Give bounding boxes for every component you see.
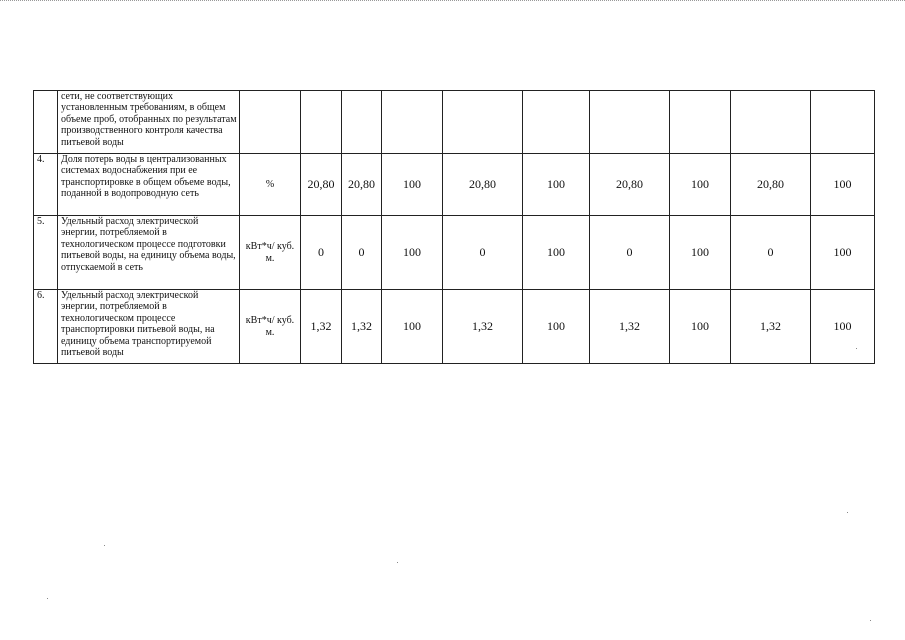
value-cell: 1,32 <box>731 290 811 364</box>
row-number <box>34 91 58 154</box>
value-cell: 100 <box>811 154 875 216</box>
scan-speck <box>856 348 857 349</box>
value-cell: 0 <box>590 216 670 290</box>
scan-speck <box>47 598 48 599</box>
value-cell: 20,80 <box>590 154 670 216</box>
value-cell: 1,32 <box>301 290 342 364</box>
value-cell: 100 <box>670 290 731 364</box>
scan-speck <box>397 562 398 563</box>
scan-speck <box>104 545 105 546</box>
row-number: 4. <box>34 154 58 216</box>
table-row <box>34 91 875 154</box>
value-cell: 100 <box>811 216 875 290</box>
value-cell: 100 <box>382 216 443 290</box>
unit-cell: кВт*ч/ куб. м. <box>240 216 301 290</box>
scan-top-edge <box>0 0 905 5</box>
value-cell: 100 <box>382 154 443 216</box>
table-row <box>34 290 875 364</box>
value-cell: 1,32 <box>443 290 523 364</box>
value-cell <box>731 91 811 154</box>
value-cell: 100 <box>523 154 590 216</box>
row-number: 5. <box>34 216 58 290</box>
value-cell: 0 <box>342 216 382 290</box>
value-cell: 20,80 <box>731 154 811 216</box>
table-row <box>34 216 875 290</box>
indicator-name: Удельный расход электрической энергии, потребляемой в технологическом процессе подготовки питьевой воды, на единицу объема воды, отпускаемой в сеть <box>58 216 240 290</box>
value-cell <box>342 91 382 154</box>
value-cell: 100 <box>670 216 731 290</box>
value-cell <box>523 91 590 154</box>
value-cell: 100 <box>811 290 875 364</box>
indicator-name: сети, не соответствующих установленным требованиям, в общем объеме проб, отобранных по результатам производственного контроля качества питьевой воды <box>58 91 240 154</box>
value-cell: 100 <box>523 216 590 290</box>
value-cell: 1,32 <box>590 290 670 364</box>
scan-speck <box>847 512 848 513</box>
value-cell: 1,32 <box>342 290 382 364</box>
value-cell <box>382 91 443 154</box>
value-cell <box>670 91 731 154</box>
indicator-name: Удельный расход электрической энергии, потребляемой в технологическом процессе транспортировки питьевой воды, на единицу объема транспортируемой питьевой воды <box>58 290 240 364</box>
value-cell: 20,80 <box>443 154 523 216</box>
scan-speck <box>870 620 871 621</box>
value-cell <box>811 91 875 154</box>
unit-cell <box>240 91 301 154</box>
row-number: 6. <box>34 290 58 364</box>
indicator-name: Доля потерь воды в централизованных системах водоснабжения при ее транспортировке в общем объеме воды, поданной в водопроводную сеть <box>58 154 240 216</box>
value-cell: 100 <box>670 154 731 216</box>
value-cell <box>443 91 523 154</box>
indicators-table <box>33 90 875 364</box>
unit-cell: кВт*ч/ куб. м. <box>240 290 301 364</box>
value-cell: 0 <box>731 216 811 290</box>
value-cell: 100 <box>523 290 590 364</box>
value-cell: 0 <box>443 216 523 290</box>
value-cell: 20,80 <box>342 154 382 216</box>
table-row <box>34 154 875 216</box>
value-cell <box>301 91 342 154</box>
value-cell <box>590 91 670 154</box>
value-cell: 100 <box>382 290 443 364</box>
unit-cell: % <box>240 154 301 216</box>
value-cell: 0 <box>301 216 342 290</box>
value-cell: 20,80 <box>301 154 342 216</box>
